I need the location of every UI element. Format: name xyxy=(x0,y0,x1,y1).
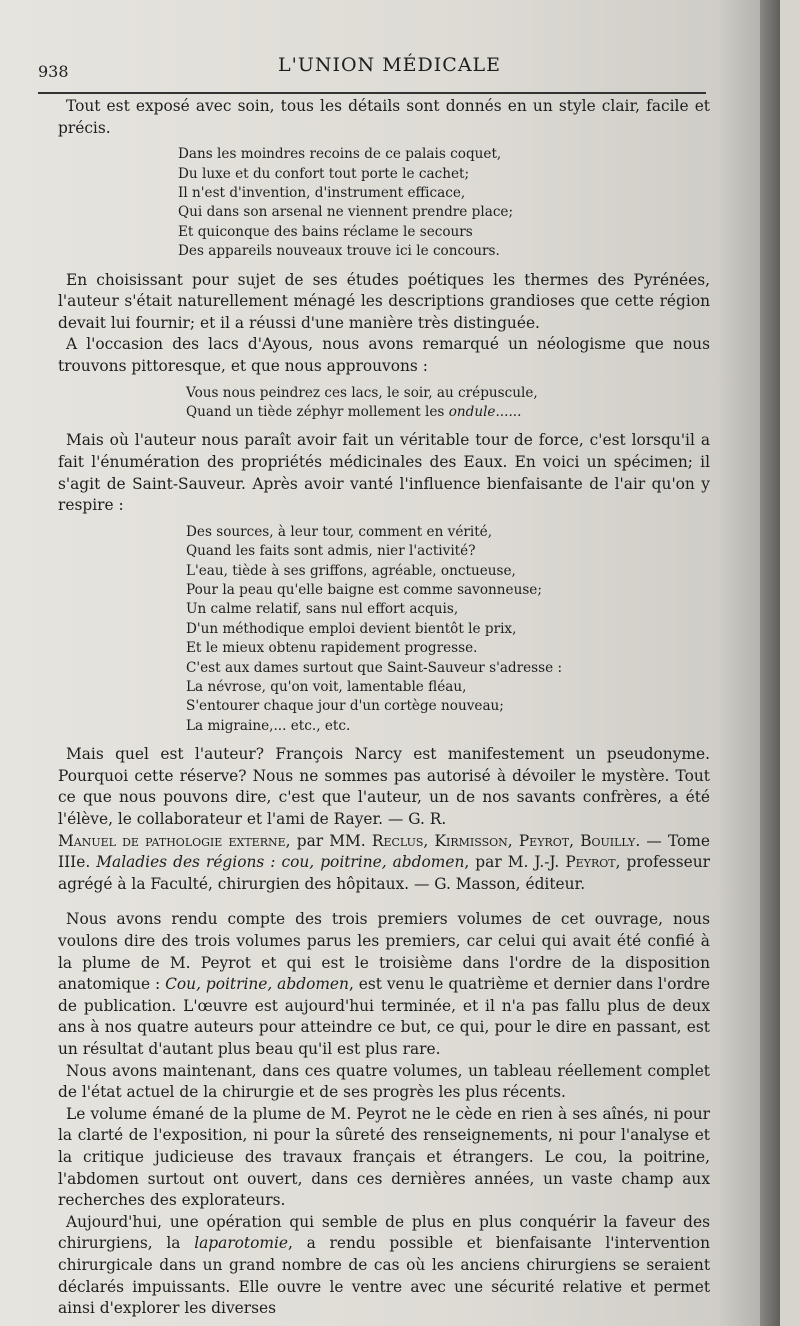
verse-line: Pour la peau qu'elle baigne est comme savonneuse; xyxy=(186,582,542,598)
verse-line: Qui dans son arsenal ne viennent prendre place; xyxy=(178,204,514,221)
verse-line: La migraine,... etc., etc. xyxy=(186,717,351,734)
paragraph-text: Aujourd'hui, une opération qui semble de plus en plus conquérir la faveur des chirurgiens, la xyxy=(58,1212,710,1253)
paragraph: Mais où l'auteur nous paraît avoir fait un véritable tour de force, c'est lorsqu'il a fait l'énumération des propriétés médicinales des Eaux. En voici un spécimen; il s'agit de Saint-Sauveur. Après avoir vanté l'influence bienfaisante de l'air qu'on y respire : xyxy=(58,431,710,515)
page-header xyxy=(38,48,708,81)
verse-line xyxy=(186,403,710,422)
paragraph: Nous avons maintenant, dans ces quatre volumes, un tableau réellement complet de l'état actuel de la chirurgie et de ses progrès les plus récents. xyxy=(58,1061,710,1102)
book-par: , par M. J.-J. xyxy=(464,853,566,872)
verse-line: S'entourer chaque jour d'un cortège nouveau; xyxy=(186,698,504,715)
page-edge-shadow xyxy=(760,0,780,1326)
book-by: , par MM. xyxy=(285,831,372,850)
paragraph: Tout est exposé avec soin, tous les détails sont donnés en un style clair, facile et précis. xyxy=(58,97,710,137)
verse-line: Il n'est d'invention, d'instrument efficace, xyxy=(178,185,466,201)
paragraph-text: , est venu le quatrième et dernier dans l'ordre de publication. L'œuvre est aujourd'hui terminée, et il n'a pas fallu plus de deux ans à nos quatre auteurs pour atteindre ce but, ce qui, pour le dire en passant, est un résultat d'autant plus beau qu'il est plus rare. xyxy=(58,975,711,1058)
paragraph-emphasis: Cou, poitrine, abdomen xyxy=(165,975,349,994)
book-subtitle: Maladies des régions : cou, poitrine, abdomen xyxy=(96,853,465,872)
paragraph-text: Nous avons rendu compte des trois premiers volumes de cet ouvrage, nous voulons dire des trois volumes parus les premiers, car celui qui avait été confié à la plume de M. Peyrot et qui est le troisième dans l'ordre de la disposition anatomique : xyxy=(58,910,710,994)
verse-block xyxy=(186,384,710,423)
verse-line: Et quiconque des bains réclame le secours xyxy=(178,223,473,240)
verse-emphasis: ondule...... xyxy=(448,404,522,420)
paragraph xyxy=(58,909,710,1060)
page-number: 938 xyxy=(38,62,69,81)
verse-line: Un calme relatif, sans nul effort acquis, xyxy=(186,601,459,618)
verse-line: Du luxe et du confort tout porte le cachet; xyxy=(178,165,470,182)
paragraph: Le volume émané de la plume de M. Peyrot ne le cède en rien à ses aînés, ni pour la clarté de l'exposition, ni pour la sûreté des renseignements, ni pour l'analyse et la critique judicieuse des travaux français et étrangers. Le cou, la poitrine, l'abdomen surtout ont ouvert, dans ces dernières années, un vaste champ aux recherches des explorateurs. xyxy=(58,1104,710,1210)
book-publisher: , professeur agrégé à la Faculté, chirurgien des hôpitaux. — G. Masson, éditeur. xyxy=(58,853,710,893)
verse-line: L'eau, tiède à ses griffons, agréable, onctueuse, xyxy=(186,562,516,579)
verse-line: Et le mieux obtenu rapidement progresse. xyxy=(186,640,478,657)
book-reference xyxy=(58,831,710,896)
book-title: Manuel de pathologie externe xyxy=(58,831,286,850)
verse-text: Quand un tiède zéphyr mollement les xyxy=(186,404,449,420)
verse-line: D'un méthodique emploi devient bientôt le prix, xyxy=(186,620,517,637)
paragraph: A l'occasion des lacs d'Ayous, nous avons remarqué un néologisme que nous trouvons pittoresque, et que nous approuvons : xyxy=(58,335,710,375)
book-authors: Reclus, Kirmisson, Peyrot, Bouilly xyxy=(371,831,636,850)
book-author2: Peyrot xyxy=(565,853,616,872)
verse-line: La névrose, qu'on voit, lamentable fléau, xyxy=(186,679,467,696)
spacer xyxy=(58,895,710,909)
verse-line: Dans les moindres recoins de ce palais coquet, xyxy=(178,146,502,163)
verse-line: Quand les faits sont admis, nier l'activité? xyxy=(186,543,476,560)
paragraph-emphasis: laparotomie xyxy=(194,1234,289,1253)
verse-line: Des appareils nouveaux trouve ici le concours. xyxy=(178,243,500,260)
paragraph xyxy=(58,1212,710,1320)
verse-block xyxy=(178,145,710,261)
article-body xyxy=(58,96,710,1320)
verse-block xyxy=(186,523,710,736)
verse-line: C'est aux dames surtout que Saint-Sauveur s'adresse : xyxy=(186,659,563,676)
paragraph: En choisissant pour sujet de ses études poétiques les thermes des Pyrénées, l'auteur s'était naturellement ménagé les descriptions grandioses que cette région devait lui fournir; et il a réussi d'une manière très distinguée. xyxy=(58,270,710,332)
paragraph: Mais quel est l'auteur? François Narcy est manifestement un pseudonyme. Pourquoi cette réserve? Nous ne sommes pas autorisé à dévoiler le mystère. Tout ce que nous pouvons dire, c'est que l'auteur, un de nos savants confrères, a été l'élève, le collaborateur et l'ami de Rayer. — G. R. xyxy=(58,745,710,829)
verse-line: Vous nous peindrez ces lacs, le soir, au crépuscule, xyxy=(186,384,538,401)
paragraph-text: , a rendu possible et bienfaisante l'intervention chirurgicale dans un grand nombre de cas où les anciens chirurgiens se seraient déclarés impuissants. Elle ouvre le ventre avec une sécurité relative et permet ainsi d'explorer les diverses xyxy=(58,1234,710,1318)
verse-line: Des sources, à leur tour, comment en vérité, xyxy=(186,523,493,540)
running-title: L'UNION MÉDICALE xyxy=(278,54,502,76)
book-tome: . — Tome IIIe. xyxy=(58,831,710,872)
header-rule xyxy=(38,92,706,94)
